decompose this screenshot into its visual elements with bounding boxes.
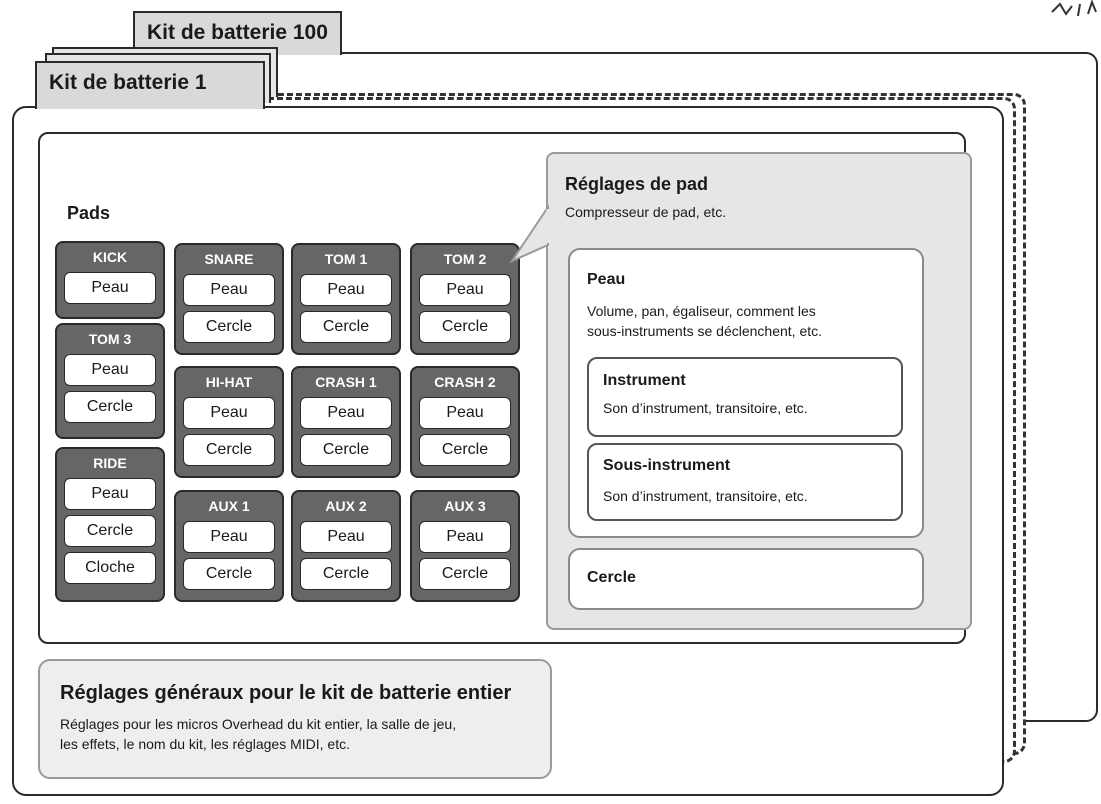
pad-name: CRASH 1 xyxy=(315,374,377,390)
head-settings-description-line-1: Volume, pan, égaliseur, comment les xyxy=(587,303,816,319)
sub-instrument-title: Sous-instrument xyxy=(603,457,731,474)
pad-part-head[interactable]: Peau xyxy=(300,274,392,306)
pad-tom1[interactable] xyxy=(291,243,401,355)
pad-name: AUX 2 xyxy=(325,498,367,514)
pad-name: TOM 3 xyxy=(88,331,132,347)
kit-1-label: Kit de batterie 1 xyxy=(49,71,207,94)
instrument-title: Instrument xyxy=(603,372,686,389)
pad-part-head[interactable]: Peau xyxy=(64,478,156,510)
pad-part-head[interactable]: Peau xyxy=(419,521,511,553)
pad-part-head[interactable]: Peau xyxy=(419,397,511,429)
pad-aux3[interactable] xyxy=(410,490,520,602)
pads-title: Pads xyxy=(67,203,111,223)
pad-part-head[interactable]: Peau xyxy=(64,354,156,386)
pad-snare[interactable] xyxy=(174,243,284,355)
pad-crash2[interactable] xyxy=(410,366,520,478)
pad-hihat[interactable] xyxy=(174,366,284,478)
pad-part-rim[interactable]: Cercle xyxy=(64,515,156,547)
rim-settings-title: Cercle xyxy=(587,569,636,586)
pad-part-rim[interactable]: Cercle xyxy=(419,434,511,466)
pad-part-head[interactable]: Peau xyxy=(300,521,392,553)
pad-name: TOM 2 xyxy=(443,251,487,267)
pad-part-head[interactable]: Peau xyxy=(183,397,275,429)
pad-ride[interactable] xyxy=(55,447,165,602)
global-settings-description-line-1: Réglages pour les micros Overhead du kit entier, la salle de jeu, xyxy=(60,716,457,732)
global-settings-description xyxy=(60,714,546,754)
pad-name: HI-HAT xyxy=(205,374,253,390)
pad-crash1[interactable] xyxy=(291,366,401,478)
global-settings-title: Réglages généraux pour le kit de batterie entier xyxy=(60,682,512,704)
pad-part-rim[interactable]: Cercle xyxy=(419,311,511,343)
head-settings-description xyxy=(587,301,917,341)
pad-kick[interactable] xyxy=(55,241,165,319)
pad-part-rim[interactable]: Cercle xyxy=(300,558,392,590)
sub-instrument-description: Son d’instrument, transitoire, etc. xyxy=(603,488,808,504)
instrument-box[interactable] xyxy=(587,357,903,437)
pad-name: AUX 1 xyxy=(208,498,250,514)
decorative-sketch-icon xyxy=(1050,0,1100,18)
pad-part-head[interactable]: Peau xyxy=(183,274,275,306)
pad-part-rim[interactable]: Cercle xyxy=(300,434,392,466)
pad-tom3[interactable] xyxy=(55,323,165,439)
kit-100-label: Kit de batterie 100 xyxy=(147,21,328,44)
pad-part-rim[interactable]: Cercle xyxy=(183,558,275,590)
pad-name: TOM 1 xyxy=(324,251,368,267)
pad-name: RIDE xyxy=(93,455,127,471)
pad-part-head[interactable]: Peau xyxy=(300,397,392,429)
pad-part-rim[interactable]: Cercle xyxy=(183,311,275,343)
pad-name: KICK xyxy=(92,249,128,265)
pad-name: CRASH 2 xyxy=(434,374,496,390)
pad-part-rim[interactable]: Cercle xyxy=(300,311,392,343)
head-settings-description-line-2: sous-instruments se déclenchent, etc. xyxy=(587,323,823,339)
head-settings-title: Peau xyxy=(587,271,626,288)
pad-settings-title: Réglages de pad xyxy=(565,174,709,194)
pad-name: AUX 3 xyxy=(444,498,486,514)
pad-settings-description: Compresseur de pad, etc. xyxy=(565,204,727,220)
sub-instrument-box[interactable] xyxy=(587,443,903,521)
pad-part-rim[interactable]: Cercle xyxy=(419,558,511,590)
pad-part-rim[interactable]: Cercle xyxy=(183,434,275,466)
kit-1-tab[interactable] xyxy=(35,61,265,109)
pad-part-head[interactable]: Peau xyxy=(419,274,511,306)
global-settings-description-line-2: les effets, le nom du kit, les réglages MIDI, etc. xyxy=(60,736,350,752)
pad-part-head[interactable]: Peau xyxy=(64,272,156,304)
pad-aux2[interactable] xyxy=(291,490,401,602)
pad-part-bell[interactable]: Cloche xyxy=(64,552,156,584)
callout-pointer xyxy=(500,205,560,275)
pad-part-head[interactable]: Peau xyxy=(183,521,275,553)
instrument-description: Son d’instrument, transitoire, etc. xyxy=(603,400,808,416)
pad-aux1[interactable] xyxy=(174,490,284,602)
pad-part-rim[interactable]: Cercle xyxy=(64,391,156,423)
pad-name: SNARE xyxy=(204,251,254,267)
